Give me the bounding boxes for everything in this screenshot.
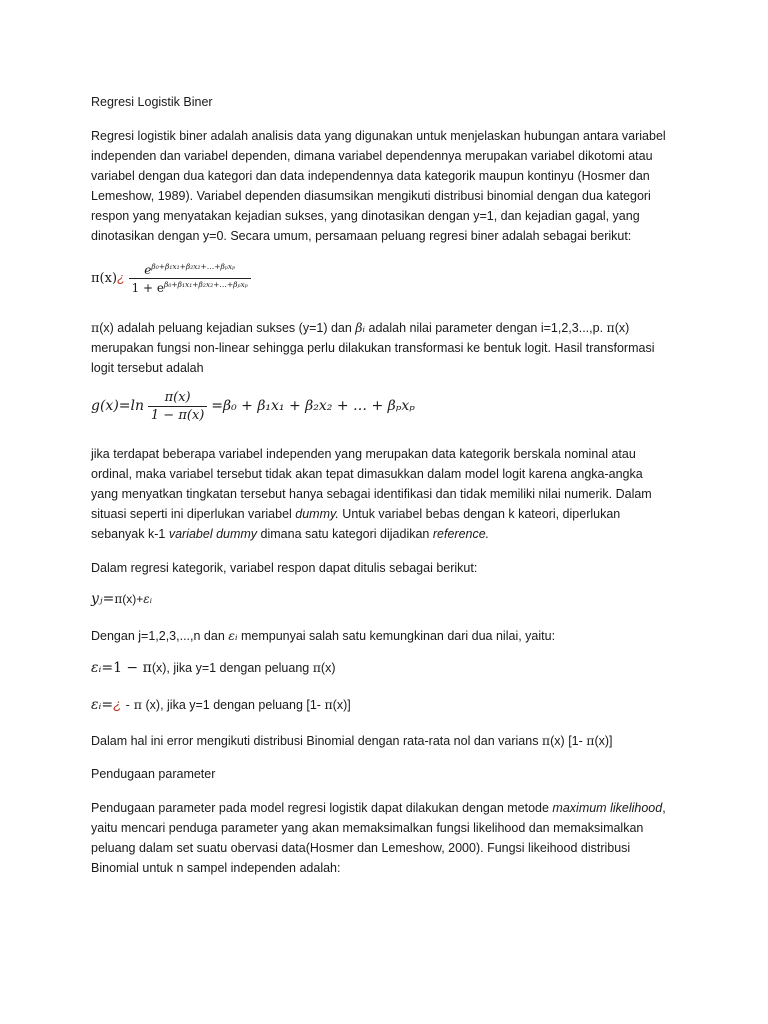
text-run: (x) [1- [550,734,587,748]
eq4-mid: =1 − π [101,660,152,676]
paragraph-intro [91,126,691,246]
text-run: Untuk variabel bebas dengan k kateori, diperlukan [338,507,621,521]
text-run: Dengan j=1,2,3,...,n dan [91,629,229,643]
eq4-epsilon: εᵢ [91,660,102,676]
paragraph-epsilon [91,626,691,646]
eq2-denominator: 1 − π(x) [150,408,205,423]
paragraph-line [91,524,691,544]
paragraph-line [91,626,691,646]
eq2-fraction [148,390,207,423]
paragraph-line: logit tersebut adalah [91,361,204,375]
eq5-mid: - π [121,697,143,712]
epsilon-symbol: εᵢ [228,628,238,643]
pi-symbol: π [606,320,615,335]
heading-text: Pendugaan parameter [91,767,216,781]
pi-symbol: π [586,733,595,748]
eq1-numerator [129,262,251,279]
paragraph-line: respon yang menyatakan kejadian sukses, yang dinotasikan dengan y=1, dan kejadian gagal, yang [91,209,640,223]
equation-logit [91,390,415,423]
italic-term: dummy. [295,507,339,521]
paragraph-line: merupakan fungsi non-linear sehingga perlu dilakukan transformasi ke bentuk logit. Hasil transformasi [91,341,655,355]
paragraph-line: yang menyatkan tingkatan tersebut hanya sebagai identifikasi dan tidak memiliki nilai numerik. Dalam [91,487,652,501]
eq3-rest: (x)+ [122,592,144,606]
paragraph-dummy-variable [91,444,691,544]
paragraph-line: dinotasikan dengan y=0. Secara umum, persamaan peluang regresi biner adalah sebagai berikut: [91,229,632,243]
eq1-fraction [129,262,251,295]
paragraph-line: yaitu mencari penduga parameter yang akan memaksimalkan fungsi likelihood dan memaksimalkan [91,821,644,835]
eq3-lhs: yⱼ [91,591,103,607]
text-run: (x) [614,321,630,335]
italic-term: reference. [432,527,490,541]
eq1-num-base: e [144,263,152,277]
section-heading-estimation [91,764,691,784]
equation-probability [91,262,251,295]
eq3-pi: π [114,592,123,606]
pi-symbol: π [541,733,551,748]
eq5-glyph: ¿ [113,696,122,712]
eq3-equals: = [102,591,115,607]
text-run: , [662,801,666,815]
text-run: (x)] [594,734,613,748]
eq1-lhs: π(x) [91,270,118,286]
text-run: dimana satu kategori dijadikan [257,527,433,541]
equation-epsilon-1 [91,660,336,676]
paragraph-line: independen dan variabel dependen, dimana variabel dependennya merupakan variabel dikotomi atau [91,149,653,163]
paragraph-line: jika terdapat beberapa variabel independen yang merupakan data kategorik berskala nominal atau [91,447,636,461]
paragraph-line: Lemeshow, 1989). Variabel dependen diasumsikan mengikuti distribusi binomial dengan dua kategori [91,189,651,203]
eq5-pi: π [324,697,333,712]
paragraph-line [91,798,691,818]
eq2-rhs: =β₀ + β₁x₁ + β₂x₂ + … + βₚxₚ [211,398,415,415]
eq5-equals: = [101,697,114,713]
eq5-epsilon: εᵢ [91,697,102,713]
text-run: mempunyai salah satu kemungkinan dari dua nilai, yaitu: [237,629,556,643]
text-run: situasi seperti ini diperlukan variabel [91,507,296,521]
italic-term: variabel dummy [168,527,258,541]
text-run: Pendugaan parameter pada model regresi logistik dapat dilakukan dengan metode [91,801,553,815]
paragraph-line: peluang dalam set suatu obervasi data(Hosmer dan Lemeshow, 2000). Fungsi likeihood distribusi [91,841,631,855]
paragraph-line [91,318,691,338]
eq4-text: (x), jika y=1 dengan peluang [151,661,313,675]
equation-epsilon-2 [91,696,351,713]
equation-response [91,590,152,607]
text-run: (x) adalah peluang kejadian sukses (y=1) dan [99,321,356,335]
paragraph-response [91,558,691,578]
paragraph-error-distribution [91,731,691,751]
paragraph-line: variabel dengan dua kategori dan data independennya data kategorik maupun kontinyu (Hosmer dan [91,169,650,183]
paragraph-line: Dalam regresi kategorik, variabel respon dapat ditulis sebagai berikut: [91,561,478,575]
eq1-num-exp: β₀+β₁x₁+β₂x₂+…+βₚxₚ [151,262,236,271]
eq1-den-base: 1 + e [131,281,165,295]
eq2-numerator: π(x) [148,390,207,407]
eq5-tail: (x)] [332,698,351,712]
paragraph-line [91,731,691,751]
paragraph-line [91,504,691,524]
paragraph-pi-definition [91,318,691,378]
eq1-denominator [129,279,251,295]
eq2-lhs: g(x)=ln [91,398,145,415]
text-run: Dalam hal ini error mengikuti distribusi Binomial dengan rata-rata nol dan varians [91,734,542,748]
text-run: adalah nilai parameter dengan i=1,2,3...,p. [365,321,607,335]
eq4-tail: (x) [320,661,336,675]
paragraph-line: ordinal, maka variabel tersebut tidak akan tepat dimasukkan dalam model logit karena angka-angka [91,467,643,481]
eq4-pi: π [312,660,321,675]
italic-term: maximum likelihood [552,801,663,815]
paragraph-line: Regresi logistik biner adalah analisis data yang digunakan untuk menjelaskan hubungan antara variabel [91,129,666,143]
beta-symbol: βᵢ [355,320,366,335]
eq1-den-exp: β₀+β₁x₁+β₂x₂+…+βₚxₚ [164,280,248,289]
eq5-text: (x), jika y=1 dengan peluang [1- [142,698,325,712]
text-run: sebanyak k-1 [91,527,169,541]
title-text: Regresi Logistik Biner [91,95,213,109]
eq3-epsilon: εᵢ [143,592,153,606]
pi-symbol: π [91,320,100,335]
paragraph-estimation [91,798,691,878]
paragraph-line: Binomial untuk n sampel independen adalah: [91,861,341,875]
eq1-glyph: ¿ [117,269,125,285]
section-title [91,92,691,112]
